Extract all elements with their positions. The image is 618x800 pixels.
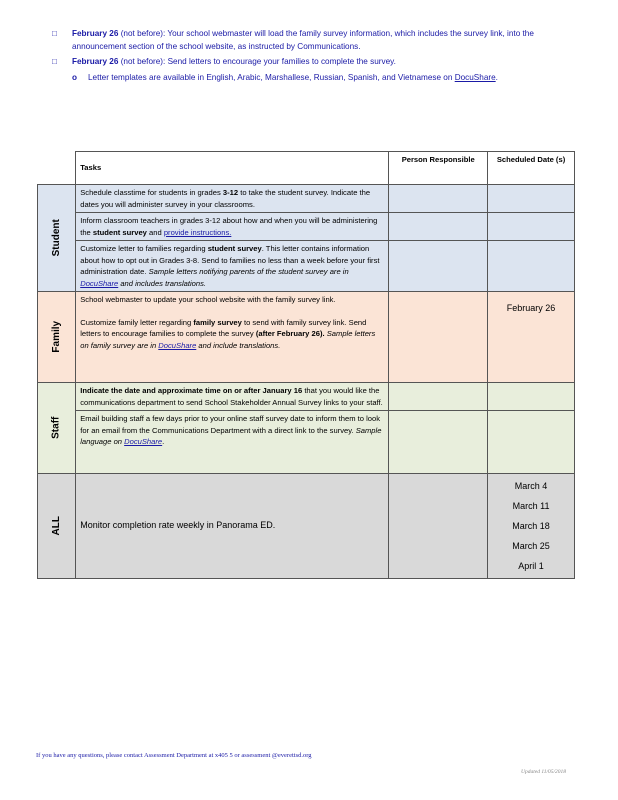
table-row (38, 383, 575, 411)
date-item: March 18 (512, 521, 550, 531)
bullet-date: February 26 (72, 57, 119, 66)
date-cell (488, 474, 575, 579)
task-cell: Customize letter to families regarding student survey. This letter contains information about how to opt out in Grades 3-8. Send to families no less than a week before your first administration date. Sample letters notifying parents of the student survey are in DocuShare and includes translations. (76, 241, 389, 292)
date-item: March 4 (514, 481, 548, 491)
table-header (38, 152, 575, 185)
bullet-text: (not before): Send letters to encourage your families to complete the survey. (118, 57, 396, 66)
person-cell (389, 241, 488, 292)
footer-contact: If you have any questions, please contact Assessment Department at x405 5 or assessment @everettsd.org (36, 752, 312, 759)
person-cell (389, 383, 488, 411)
date-cell: February 26 (488, 292, 575, 383)
circle-bullet-icon: o (72, 72, 78, 82)
task-cell: Monitor completion rate weekly in Panorama ED. (76, 474, 389, 579)
docushare-link[interactable]: DocuShare (454, 72, 496, 82)
person-cell (389, 213, 488, 241)
task-table (37, 151, 575, 579)
bullet-date: February 26 (72, 29, 119, 38)
task-cell: Indicate the date and approximate time on or after January 16 that you would like the communications department to send School Stakeholder Annual Survey links to your staff. (76, 383, 389, 411)
sub-bullet-templates: o Letter templates are available in English, Arabic, Marshallese, Russian, Spanish, and Vietnamese on DocuShare. (52, 72, 552, 85)
task-cell: Schedule classtime for students in grades 3-12 to take the student survey. Indicate the dates you will administer survey in your classrooms. (76, 185, 389, 213)
task-cell: School webmaster to update your school website with the family survey link. Customize family letter regarding family survey to send with family survey link. Send letters to encourage families to complete the survey (after February 26). Sample letters on family survey are in DocuShare and include translations. (76, 292, 389, 383)
task-cell: Email building staff a few days prior to your online staff survey date to inform them to look for an email from the Communications Department with a direct link to the survey. Sample language on DocuShare. (76, 411, 389, 474)
group-staff: Staff (38, 383, 76, 474)
provide-instructions-link[interactable]: provide instructions. (163, 227, 232, 237)
date-cell (488, 383, 575, 411)
header-person: Person Responsible (389, 152, 488, 185)
table-row (38, 185, 575, 213)
table-row (38, 213, 575, 241)
docushare-link[interactable]: DocuShare (124, 437, 163, 446)
person-cell (389, 292, 488, 383)
docushare-link[interactable]: DocuShare (158, 340, 197, 350)
instructions-bullets (52, 28, 552, 84)
bullet-webmaster (52, 28, 552, 53)
header-date: Scheduled Date (s) (488, 152, 575, 185)
bullet-icon: □ (52, 29, 57, 38)
table-row (38, 241, 575, 292)
docushare-link[interactable]: DocuShare (80, 278, 119, 288)
group-family: Family (38, 292, 76, 383)
sub-bullet-text: Letter templates are available in English, Arabic, Marshallese, Russian, Spanish, and Vietnamese on (88, 72, 455, 82)
group-all: ALL (38, 474, 76, 579)
task-cell: Inform classroom teachers in grades 3-12 about how and when you will be administering the student survey and provide instructions. (76, 213, 389, 241)
date-cell (488, 411, 575, 474)
date-item: March 25 (512, 541, 550, 551)
table-row (38, 292, 575, 383)
footer-updated: Updated 11/05/2018 (521, 769, 566, 775)
header-tasks: Tasks (76, 152, 389, 185)
table-row (38, 411, 575, 474)
person-cell (389, 411, 488, 474)
bullet-letters (52, 56, 552, 69)
date-cell (488, 185, 575, 213)
date-cell (488, 241, 575, 292)
bullet-icon: □ (52, 57, 57, 66)
bullet-text: (not before): Your school webmaster will load the family survey information, which includes the survey link, into the announcement section of the school website, as instructed by Communications. (72, 29, 534, 51)
table-row (38, 474, 575, 579)
person-cell (389, 474, 488, 579)
person-cell (389, 185, 488, 213)
date-cell (488, 213, 575, 241)
date-item: April 1 (518, 561, 544, 571)
group-student: Student (38, 185, 76, 292)
date-item: March 11 (512, 501, 550, 511)
